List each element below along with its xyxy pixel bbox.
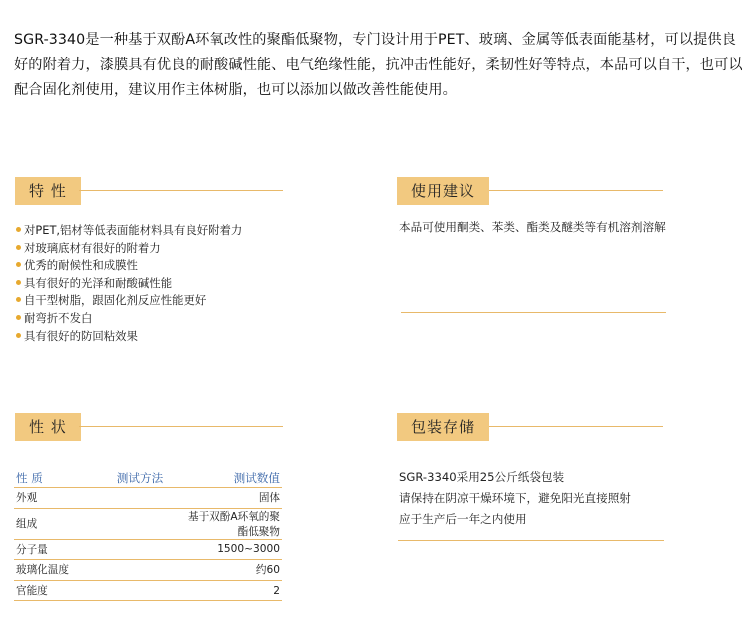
bullet-icon [16, 280, 21, 285]
packaging-line: SGR-3340采用25公斤纸袋包装 [399, 470, 565, 484]
property-method [98, 580, 182, 601]
properties-section-header [15, 413, 283, 441]
property-method [98, 560, 182, 581]
property-name: 分子量 [14, 539, 98, 560]
property-name: 外观 [14, 488, 98, 509]
property-name: 玻璃化温度 [14, 560, 98, 581]
bullet-icon [16, 297, 21, 302]
properties-title: 性 状 [15, 413, 81, 441]
packaging-divider [489, 426, 663, 427]
packaging-title: 包装存储 [397, 413, 489, 441]
header-property: 性 质 [16, 470, 43, 485]
feature-item [16, 310, 286, 328]
features-list [16, 222, 286, 345]
feature-item [16, 257, 286, 275]
feature-item [16, 222, 286, 240]
usage-bottom-rule [401, 312, 666, 313]
features-divider [79, 190, 283, 191]
packaging-bottom-rule [398, 540, 664, 541]
feature-item [16, 328, 286, 346]
feature-text: 自干型树脂，跟固化剂反应性能更好 [24, 293, 207, 308]
property-method [98, 539, 182, 560]
bullet-icon [16, 333, 21, 338]
table-row [14, 560, 282, 581]
features-section-header [15, 177, 283, 205]
intro-paragraph: SGR-3340是一种基于双酚A环氧改性的聚酯低聚物，专门设计用于PET、玻璃、金属等低表面能基材，可以提供良好的附着力，漆膜具有优良的耐酸碱性能、电气绝缘性能，抗冲击性能好，柔韧性好等特点，本品可以自干，也可以配合固化剂使用，建议用作主体树脂，也可以添加以做改善性能使用。 [14, 32, 743, 98]
packaging-text [399, 467, 631, 530]
usage-section-header [397, 177, 665, 205]
feature-item [16, 275, 286, 293]
property-name: 官能度 [14, 580, 98, 601]
property-value: 1500~3000 [182, 539, 282, 560]
header-test-method: 测试方法 [116, 470, 164, 485]
feature-text: 对PET,铝材等低表面能材料具有良好附着力 [24, 223, 243, 237]
table-row [14, 488, 282, 509]
usage-text: 本品可使用酮类、苯类、酯类及醚类等有机溶剂溶解 [399, 220, 666, 234]
feature-text: 优秀的耐候性和成膜性 [24, 258, 138, 273]
features-title: 特 性 [15, 177, 81, 205]
feature-text: 具有很好的光泽和耐酸碱性能 [24, 275, 173, 290]
packaging-section-header [397, 413, 665, 441]
packaging-line: 请保持在阴凉干燥环境下，避免阳光直接照射 [399, 491, 631, 505]
feature-text: 具有很好的防回粘效果 [24, 328, 138, 343]
properties-table [14, 468, 282, 601]
usage-divider [489, 190, 663, 191]
usage-title: 使用建议 [397, 177, 489, 205]
feature-item [16, 240, 286, 258]
feature-text: 对玻璃底材有很好的附着力 [24, 240, 161, 255]
bullet-icon [16, 262, 21, 267]
property-name: 组成 [14, 508, 98, 539]
feature-item [16, 292, 286, 310]
packaging-line: 应于生产后一年之内使用 [399, 512, 527, 526]
feature-text: 耐弯折不发白 [24, 310, 93, 325]
header-test-value: 测试数值 [233, 470, 280, 485]
table-row [14, 539, 282, 560]
property-value: 约60 [182, 560, 282, 581]
property-value: 固体 [182, 488, 282, 509]
property-method [98, 508, 182, 539]
bullet-icon [16, 315, 21, 320]
bullet-icon [16, 227, 21, 232]
properties-divider [79, 426, 283, 427]
property-value: 2 [182, 580, 282, 601]
table-row [14, 508, 282, 539]
table-row [14, 580, 282, 601]
property-method [98, 488, 182, 509]
properties-header-row [14, 468, 282, 488]
property-value: 基于双酚A环氧的聚酯低聚物 [182, 508, 282, 539]
bullet-icon [16, 245, 21, 250]
